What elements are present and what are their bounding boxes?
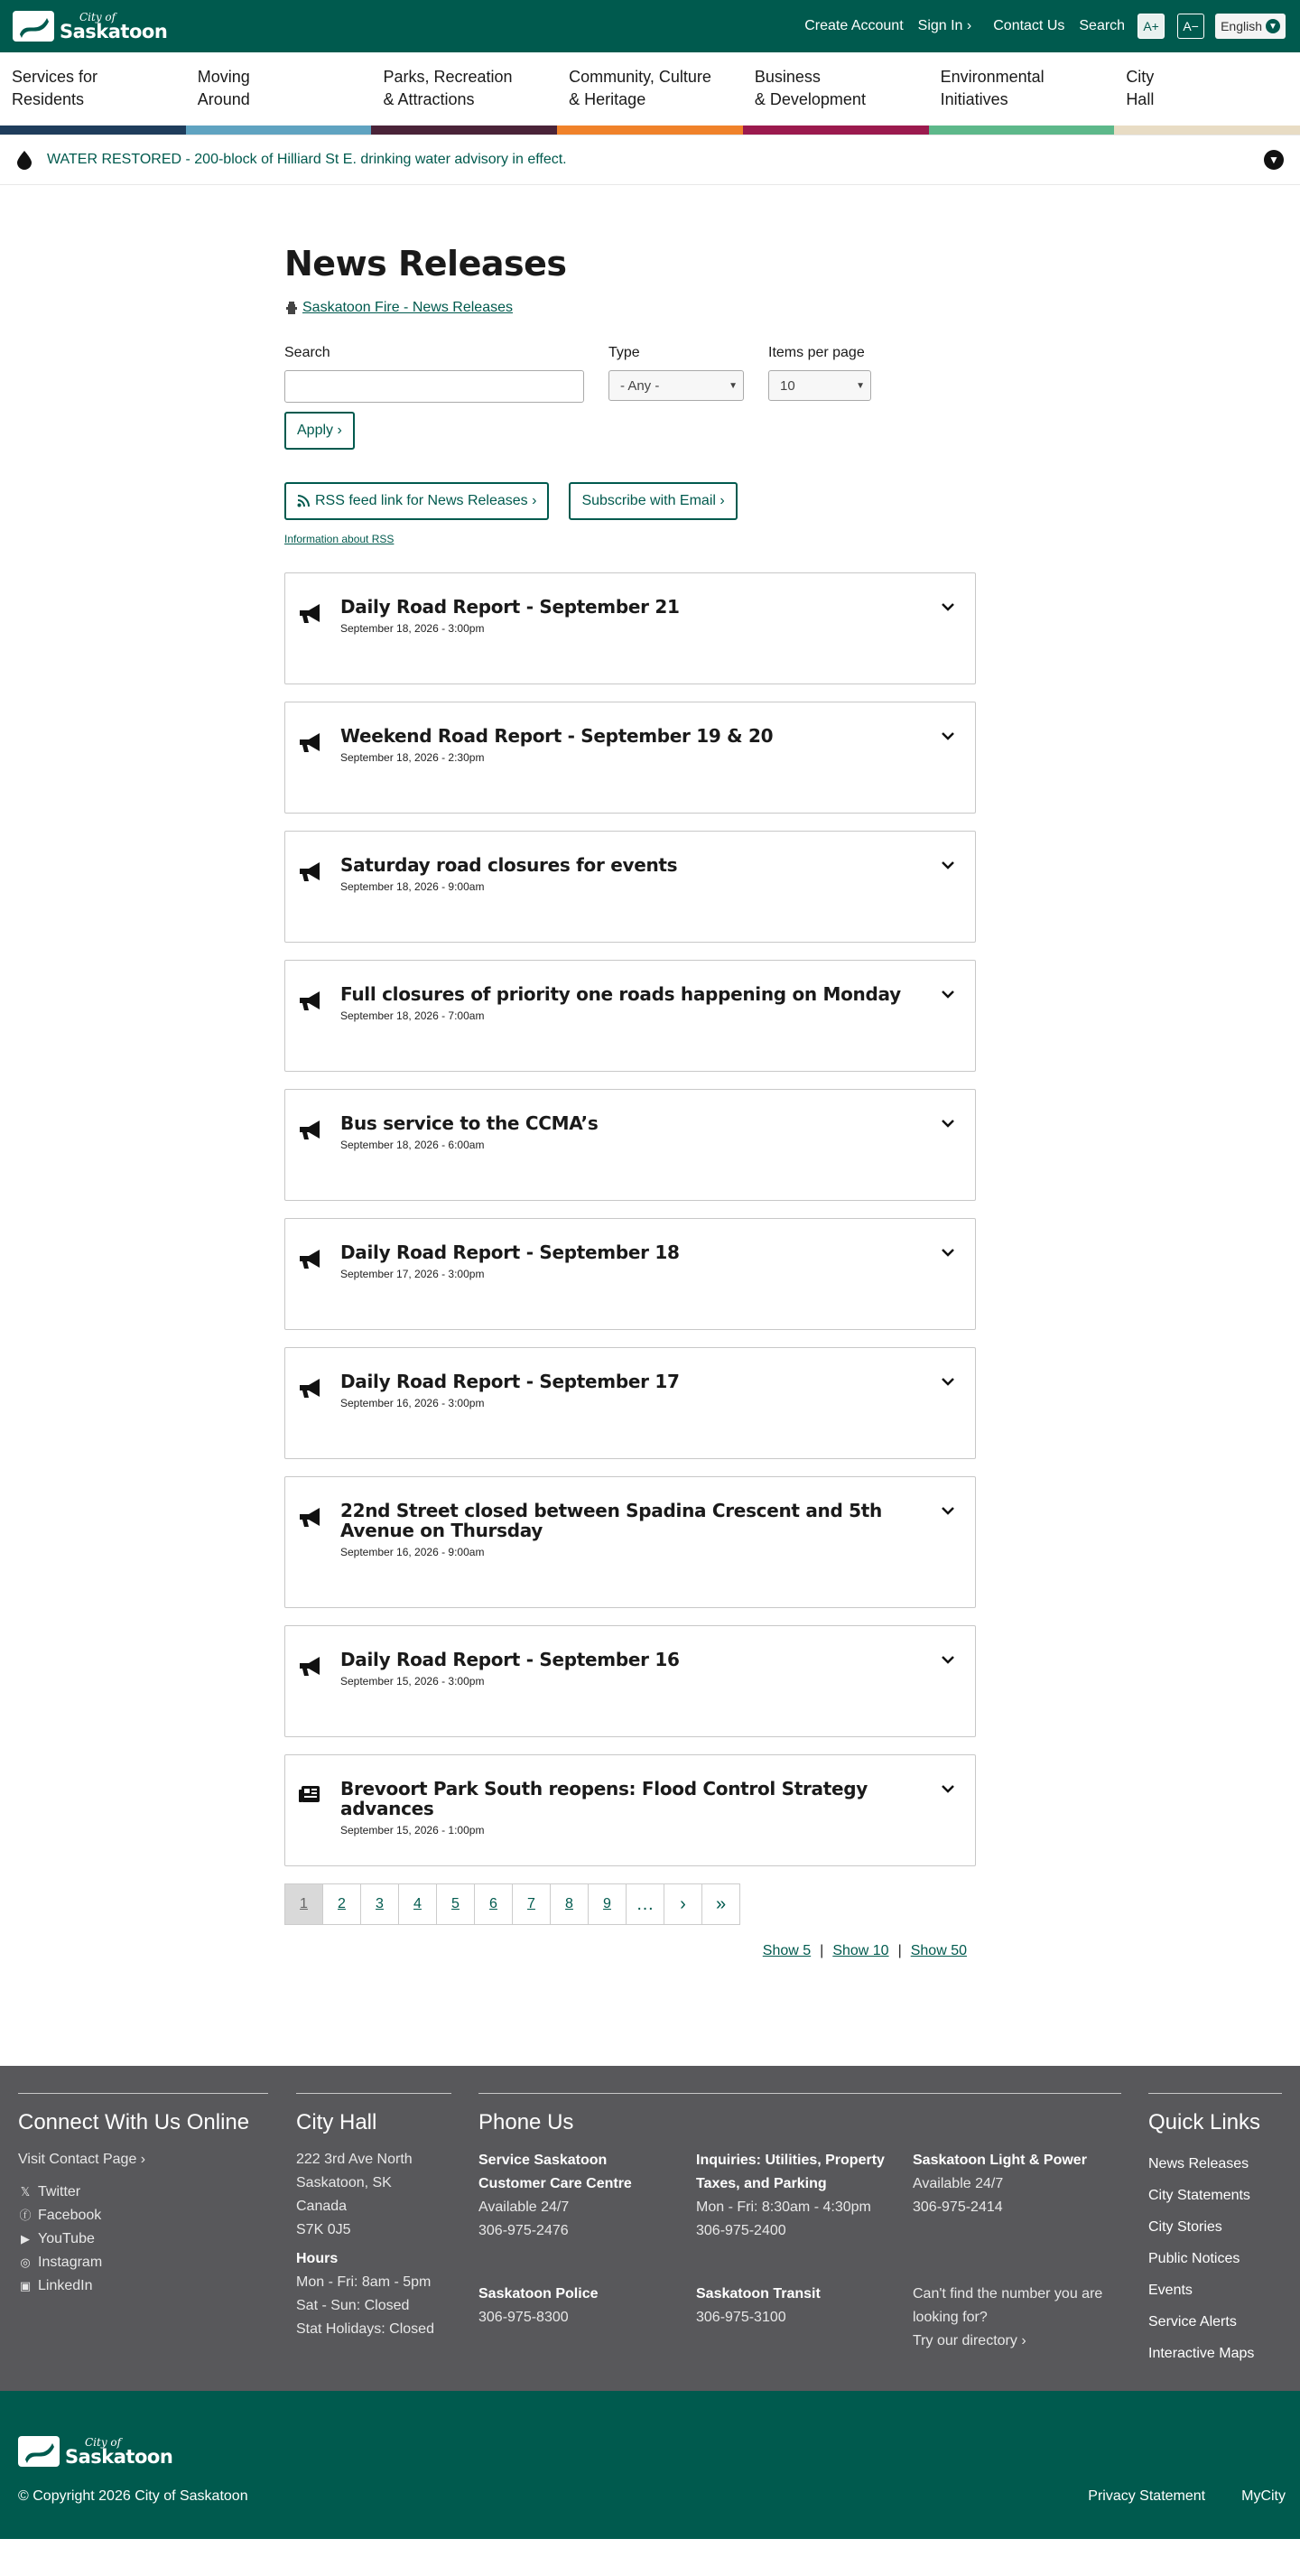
release-body <box>340 1650 925 1736</box>
release-body <box>340 1779 925 1865</box>
chevron-down-icon[interactable] <box>941 855 959 942</box>
release-title: Brevoort Park South reopens: Flood Control Strategy advances <box>340 1778 868 1819</box>
contact-us-link[interactable]: Contact Us <box>993 18 1065 33</box>
pager-next-icon[interactable]: › <box>664 1883 702 1925</box>
chevron-down-icon[interactable]: ▼ <box>1264 150 1284 170</box>
contact-availability: Available 24/7 <box>478 2199 570 2215</box>
instagram-icon: ◎ <box>20 2255 31 2269</box>
news-release-item[interactable] <box>284 1347 976 1459</box>
show-50-link[interactable]: Show 50 <box>910 1943 967 1958</box>
news-release-item[interactable] <box>284 702 976 814</box>
quick-links-title: Quick Links <box>1148 2110 1261 2134</box>
megaphone-icon <box>298 597 325 684</box>
megaphone-icon <box>298 984 325 1071</box>
contact-name: Service Saskatoon Customer Care Centre <box>478 2153 632 2191</box>
privacy-statement-link[interactable]: Privacy Statement <box>1088 2488 1206 2504</box>
contact-name: Inquiries: Utilities, Property Taxes, and Parking <box>696 2153 885 2191</box>
mycity-link[interactable]: MyCity <box>1241 2488 1286 2504</box>
main-nav-label: Environmental Initiatives <box>940 68 1045 108</box>
contact-availability: Mon - Fri: 8:30am - 4:30pm <box>696 2199 871 2215</box>
main-nav-item[interactable] <box>0 52 186 135</box>
release-date: September 16, 2026 - 3:00pm <box>340 1397 485 1409</box>
font-increase-button[interactable]: A+ <box>1138 14 1165 39</box>
main-nav-label: Community, Culture & Heritage <box>569 68 711 108</box>
city-logo-icon <box>13 11 54 42</box>
items-per-page-field <box>768 345 871 403</box>
news-release-item[interactable] <box>284 960 976 1072</box>
social-label: LinkedIn <box>38 2278 93 2293</box>
main-nav-label: Services for Residents <box>12 68 98 108</box>
city-logo[interactable] <box>18 2436 172 2467</box>
water-drop-icon <box>16 150 32 170</box>
release-body <box>340 1242 925 1329</box>
release-date: September 15, 2026 - 3:00pm <box>340 1675 485 1688</box>
footer-bottom <box>0 2391 1300 2539</box>
logo-small-text: City of <box>85 2435 122 2449</box>
footer <box>0 2066 1300 2391</box>
release-title: Daily Road Report - September 16 <box>340 1649 680 1670</box>
release-date: September 18, 2026 - 3:00pm <box>340 622 485 635</box>
chevron-down-icon[interactable] <box>941 1501 959 1607</box>
main-nav-item[interactable] <box>371 52 557 135</box>
fire-hydrant-icon <box>284 301 299 315</box>
directory-link[interactable]: Try our directory › <box>913 2333 1026 2348</box>
legal-links <box>1088 2488 1286 2505</box>
copyright-text: © Copyright 2026 City of Saskatoon <box>18 2488 248 2504</box>
release-title: 22nd Street closed between Spadina Crescent and 5th Avenue on Thursday <box>340 1500 882 1541</box>
pager-page-link[interactable]: 6 <box>474 1883 513 1925</box>
social-label: Facebook <box>38 2208 102 2223</box>
release-date: September 18, 2026 - 2:30pm <box>340 751 485 764</box>
address-line: 222 3rd Ave North <box>296 2152 413 2167</box>
water-alert-banner <box>0 135 1300 185</box>
font-decrease-button[interactable]: A− <box>1177 14 1204 39</box>
main-nav-label: Parks, Recreation & Attractions <box>383 68 513 108</box>
rss-icon <box>297 495 310 507</box>
main-nav-item[interactable] <box>186 52 372 135</box>
release-body <box>340 855 925 942</box>
items-per-page-select[interactable] <box>768 370 871 401</box>
nav-color-bar <box>186 126 372 135</box>
rss-info-link[interactable]: Information about RSS <box>284 533 395 545</box>
contact-name: Saskatoon Police <box>478 2286 599 2302</box>
contact-availability: Available 24/7 <box>913 2176 1004 2191</box>
quick-link[interactable]: News Releases <box>1148 2156 1249 2171</box>
release-title: Weekend Road Report - September 19 & 20 <box>340 725 774 747</box>
create-account-link[interactable]: Create Account <box>804 18 904 33</box>
contact-phone[interactable]: 306-975-2476 <box>478 2223 569 2238</box>
release-date: September 17, 2026 - 3:00pm <box>340 1268 485 1280</box>
filter-form <box>284 345 976 403</box>
social-twitter[interactable] <box>18 2181 268 2204</box>
news-release-item[interactable] <box>284 831 976 943</box>
page-title: News Releases <box>284 244 567 284</box>
megaphone-icon <box>298 1650 325 1736</box>
release-date: September 18, 2026 - 9:00am <box>340 880 485 893</box>
pager-page-link[interactable]: 8 <box>550 1883 589 1925</box>
social-facebook[interactable] <box>18 2204 268 2227</box>
language-value: English <box>1221 19 1262 33</box>
release-title: Daily Road Report - September 21 <box>340 596 680 618</box>
divider: | <box>820 1943 824 1958</box>
address-line: Canada <box>296 2199 348 2214</box>
alert-text: WATER RESTORED - 200-block of Hilliard St E. drinking water advisory in effect. <box>47 152 567 167</box>
logo-big-text: Saskatoon <box>65 2445 173 2468</box>
news-release-item[interactable] <box>284 1218 976 1330</box>
nav-color-bar <box>743 126 929 135</box>
youtube-icon: ▶ <box>21 2232 30 2246</box>
type-select-value: - Any - <box>620 377 660 394</box>
quick-link[interactable]: Public Notices <box>1148 2251 1240 2266</box>
items-per-page-label: Items per page <box>768 345 865 360</box>
hours-line: Mon - Fri: 8am - 5pm <box>296 2274 432 2290</box>
address-line: Saskatoon, SK <box>296 2175 392 2190</box>
release-date: September 15, 2026 - 1:00pm <box>340 1824 485 1837</box>
quick-link[interactable]: Service Alerts <box>1148 2314 1237 2330</box>
show-10-link[interactable]: Show 10 <box>832 1943 889 1958</box>
contact-phone[interactable]: 306-975-2400 <box>696 2223 786 2238</box>
subscribe-email-button[interactable]: Subscribe with Email › <box>569 482 737 520</box>
items-per-page-value: 10 <box>780 377 795 394</box>
hours-line: Sat - Sun: Closed <box>296 2298 410 2313</box>
utility-nav <box>790 14 1286 39</box>
news-release-item[interactable] <box>284 1476 976 1608</box>
nav-color-bar <box>1114 126 1300 135</box>
release-title: Full closures of priority one roads happening on Monday <box>340 983 901 1005</box>
type-field <box>608 345 744 403</box>
pager-page-link[interactable]: 1 <box>284 1883 323 1925</box>
release-title: Daily Road Report - September 17 <box>340 1371 680 1392</box>
phone-title: Phone Us <box>478 2110 574 2134</box>
main-nav-item[interactable] <box>743 52 929 135</box>
chevron-down-icon[interactable] <box>941 1372 959 1458</box>
chevron-down-icon: ▼ <box>856 380 865 391</box>
quick-links-column <box>1148 2093 1282 2369</box>
quick-link[interactable]: Interactive Maps <box>1148 2346 1255 2361</box>
release-list <box>284 572 976 1866</box>
social-instagram[interactable] <box>18 2251 268 2274</box>
contact-phone[interactable]: 306-975-8300 <box>478 2310 569 2325</box>
show-5-link[interactable]: Show 5 <box>762 1943 812 1958</box>
release-title: Daily Road Report - September 18 <box>340 1242 680 1263</box>
city-hall-column <box>296 2093 451 2341</box>
chevron-down-icon: ▼ <box>729 380 738 391</box>
connect-column <box>18 2093 268 2298</box>
chevron-down-icon[interactable] <box>941 1242 959 1329</box>
address-line: S7K 0J5 <box>296 2222 351 2237</box>
fire-news-link-row <box>284 300 976 316</box>
pager-page-link[interactable]: 9 <box>588 1883 627 1925</box>
chevron-down-icon[interactable] <box>941 726 959 813</box>
pagination <box>284 1883 976 1925</box>
news-release-item[interactable] <box>284 1089 976 1201</box>
release-date: September 18, 2026 - 7:00am <box>340 1009 485 1022</box>
megaphone-icon <box>298 1113 325 1200</box>
social-linkedin[interactable] <box>18 2274 268 2298</box>
x-twitter-icon: 𝕏 <box>20 2185 31 2199</box>
release-date: September 16, 2026 - 9:00am <box>340 1546 485 1558</box>
release-body <box>340 1501 925 1607</box>
main-content <box>284 185 976 1959</box>
type-select[interactable] <box>608 370 744 401</box>
quick-link[interactable]: Events <box>1148 2283 1193 2298</box>
nav-color-bar <box>371 126 557 135</box>
news-release-item[interactable] <box>284 1754 976 1866</box>
feed-buttons <box>284 482 976 520</box>
apply-button[interactable]: Apply › <box>284 412 355 450</box>
release-body <box>340 984 925 1071</box>
release-body <box>340 1113 925 1200</box>
quick-link[interactable]: City Stories <box>1148 2219 1222 2235</box>
release-body <box>340 1372 925 1458</box>
contact-name: Saskatoon Light & Power <box>913 2153 1087 2168</box>
social-label: Instagram <box>38 2255 103 2270</box>
pager-last-icon[interactable]: » <box>701 1883 740 1925</box>
main-nav-label: Moving Around <box>197 68 250 108</box>
main-nav-item[interactable] <box>557 52 743 135</box>
chevron-down-icon[interactable] <box>941 984 959 1071</box>
hours-line: Stat Holidays: Closed <box>296 2321 434 2337</box>
quick-link[interactable]: City Statements <box>1148 2188 1250 2203</box>
type-label: Type <box>608 345 640 360</box>
newspaper-icon <box>298 1779 325 1865</box>
logo-big-text: Saskatoon <box>60 20 168 42</box>
page-size-links <box>284 1943 976 1959</box>
chevron-down-icon[interactable] <box>941 1113 959 1200</box>
chevron-down-icon[interactable] <box>941 597 959 684</box>
pager-page-link[interactable]: 3 <box>360 1883 399 1925</box>
nav-color-bar <box>557 126 743 135</box>
connect-title: Connect With Us Online <box>18 2110 250 2134</box>
search-label: Search <box>284 345 330 360</box>
city-hall-title: City Hall <box>296 2110 377 2134</box>
release-title: Bus service to the CCMA’s <box>340 1112 599 1134</box>
contact-name: Saskatoon Transit <box>696 2286 821 2302</box>
main-nav-item[interactable] <box>929 52 1115 135</box>
chevron-down-icon: ▼ <box>1266 19 1280 33</box>
pager-page-link[interactable]: 7 <box>512 1883 551 1925</box>
rss-feed-label: RSS feed link for News Releases › <box>315 493 537 508</box>
city-logo-icon <box>18 2436 60 2467</box>
pager-page-link[interactable]: 5 <box>436 1883 475 1925</box>
release-body <box>340 597 925 684</box>
pager-page-link[interactable]: 4 <box>398 1883 437 1925</box>
divider: | <box>897 1943 902 1958</box>
social-youtube[interactable] <box>18 2227 268 2251</box>
language-select[interactable] <box>1215 14 1286 39</box>
megaphone-icon <box>298 726 325 813</box>
nav-color-bar <box>929 126 1115 135</box>
chevron-down-icon[interactable] <box>941 1650 959 1736</box>
contact-page-link[interactable]: Visit Contact Page › <box>18 2152 146 2167</box>
logo-small-text: City of <box>79 10 116 23</box>
main-nav-label: Business & Development <box>754 68 866 108</box>
phone-column <box>478 2093 1121 2348</box>
search-field <box>284 345 584 403</box>
fire-news-link[interactable]: Saskatoon Fire - News Releases <box>302 300 513 315</box>
quick-links-list <box>1148 2148 1282 2369</box>
search-link[interactable]: Search <box>1079 18 1126 33</box>
facebook-icon: ⓕ <box>19 2209 32 2222</box>
release-title: Saturday road closures for events <box>340 854 678 876</box>
cant-find-text: Can't find the number you are looking for? <box>913 2286 1103 2325</box>
news-release-item[interactable] <box>284 572 976 684</box>
main-nav-label: City Hall <box>1126 68 1155 108</box>
social-label: YouTube <box>38 2231 95 2246</box>
release-date: September 18, 2026 - 6:00am <box>340 1139 485 1151</box>
sign-in-link[interactable]: Sign In › <box>917 18 972 33</box>
main-nav-item[interactable] <box>1114 52 1300 135</box>
news-release-item[interactable] <box>284 1625 976 1737</box>
contact-phone[interactable]: 306-975-3100 <box>696 2310 786 2325</box>
megaphone-icon <box>298 1372 325 1458</box>
top-bar <box>0 0 1300 52</box>
rss-feed-button[interactable] <box>284 482 549 520</box>
release-body <box>340 726 925 813</box>
contact-phone[interactable]: 306-975-2414 <box>913 2199 1003 2215</box>
social-label: Twitter <box>38 2184 81 2199</box>
pager-ellipsis: … <box>626 1883 664 1925</box>
pager-page-link[interactable]: 2 <box>322 1883 361 1925</box>
megaphone-icon <box>298 855 325 942</box>
nav-color-bar <box>0 126 186 135</box>
search-input[interactable] <box>284 370 584 403</box>
hours-title: Hours <box>296 2251 339 2266</box>
linkedin-icon: ▣ <box>19 2279 32 2292</box>
main-nav <box>0 52 1300 135</box>
city-logo[interactable] <box>13 11 167 42</box>
chevron-down-icon[interactable] <box>941 1779 959 1865</box>
megaphone-icon <box>298 1242 325 1329</box>
megaphone-icon <box>298 1501 325 1607</box>
